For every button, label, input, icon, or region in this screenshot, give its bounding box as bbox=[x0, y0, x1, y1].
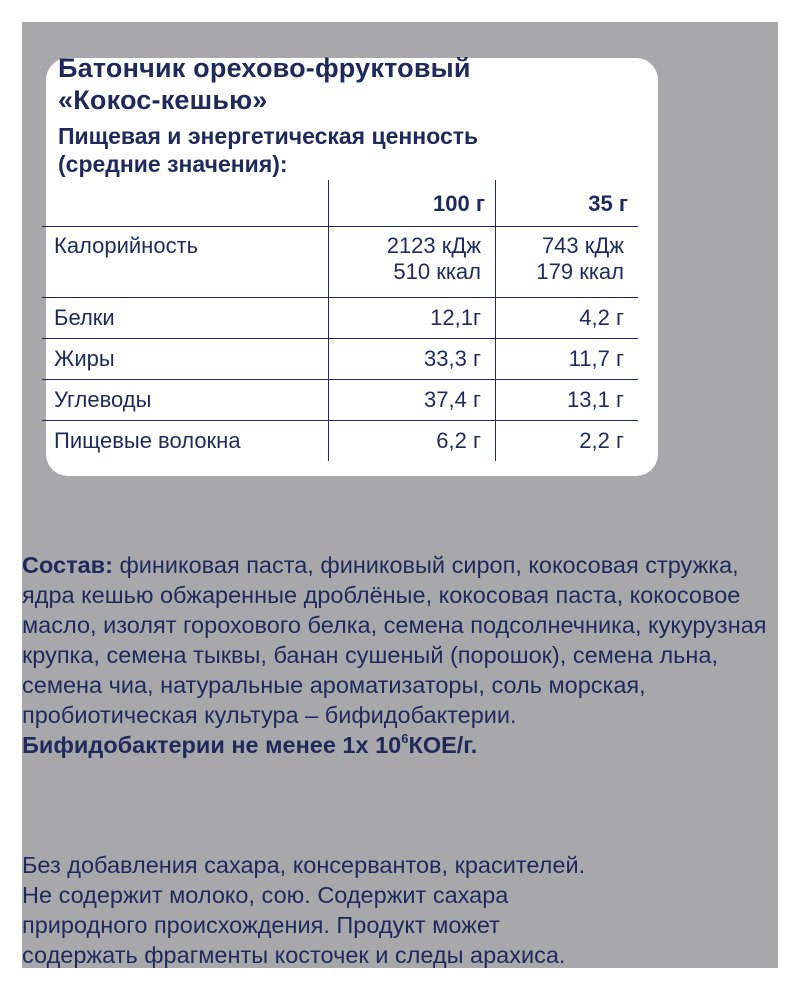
table-row bbox=[42, 339, 638, 380]
nutrition-heading-line1: Пищевая и энергетическая ценность bbox=[58, 123, 479, 149]
row-per100: 6,2 г bbox=[329, 421, 496, 462]
nutrition-heading bbox=[58, 122, 478, 178]
calories-per35 bbox=[496, 227, 639, 298]
bifido-prefix: Бифидобактерии не менее 1х 10 bbox=[22, 732, 402, 758]
calories-per100-kcal: 510 ккал bbox=[393, 259, 481, 284]
note-line: Не содержит молоко, сою. Содержит сахара bbox=[22, 882, 509, 908]
row-per100: 12,1г bbox=[329, 298, 496, 339]
composition-block bbox=[22, 550, 770, 760]
header-100g: 100 г bbox=[329, 180, 496, 227]
product-notes bbox=[22, 850, 770, 970]
calories-per35-kj: 743 кДж bbox=[541, 233, 624, 258]
header-35g: 35 г bbox=[496, 180, 639, 227]
calories-per100-kj: 2123 кДж bbox=[386, 233, 481, 258]
row-label: Пищевые волокна bbox=[42, 421, 329, 462]
nutrition-heading-line2: (средние значения): bbox=[58, 151, 288, 177]
row-label: Углеводы bbox=[42, 380, 329, 421]
nutrition-table bbox=[42, 180, 638, 461]
note-line: Без добавления сахара, консервантов, красителей. bbox=[22, 852, 586, 878]
row-per100: 33,3 г bbox=[329, 339, 496, 380]
row-per35: 13,1 г bbox=[496, 380, 639, 421]
calories-per35-kcal: 179 ккал bbox=[536, 259, 624, 284]
composition-text: финиковая паста, финиковый сироп, кокосовая стружка, ядра кешью обжаренные дроблёные, кокосовая паста, кокосовое масло, изолят горохового белка, семена подсолнечника, кукурузная крупка, семена тыквы, банан сушеный (порошок), семена льна, семена чиа, натуральные ароматизаторы, соль морская, пробиотическая культура – бифидобактерии. bbox=[22, 552, 767, 728]
composition-label: Состав: bbox=[22, 552, 113, 578]
row-label: Жиры bbox=[42, 339, 329, 380]
row-per35: 4,2 г bbox=[496, 298, 639, 339]
calories-label: Калорийность bbox=[42, 227, 329, 298]
bifido-suffix: КОЕ/г. bbox=[408, 732, 478, 758]
table-row-calories bbox=[42, 227, 638, 298]
header-empty bbox=[42, 180, 329, 227]
row-per35: 2,2 г bbox=[496, 421, 639, 462]
row-per100: 37,4 г bbox=[329, 380, 496, 421]
row-label: Белки bbox=[42, 298, 329, 339]
note-line: природного происхождения. Продукт может bbox=[22, 912, 500, 938]
product-title-line1: Батончик орехово-фруктовый bbox=[58, 53, 471, 83]
calories-per100 bbox=[329, 227, 496, 298]
row-per35: 11,7 г bbox=[496, 339, 639, 380]
product-title bbox=[58, 52, 471, 116]
table-row bbox=[42, 421, 638, 462]
table-header-row bbox=[42, 180, 638, 227]
bifido-exponent: 6 bbox=[401, 731, 409, 746]
table-row bbox=[42, 298, 638, 339]
bifidobacteria-statement bbox=[22, 730, 770, 760]
table-row bbox=[42, 380, 638, 421]
product-title-line2: «Кокос-кешью» bbox=[58, 85, 268, 115]
note-line: содержать фрагменты косточек и следы арахиса. bbox=[22, 942, 566, 968]
